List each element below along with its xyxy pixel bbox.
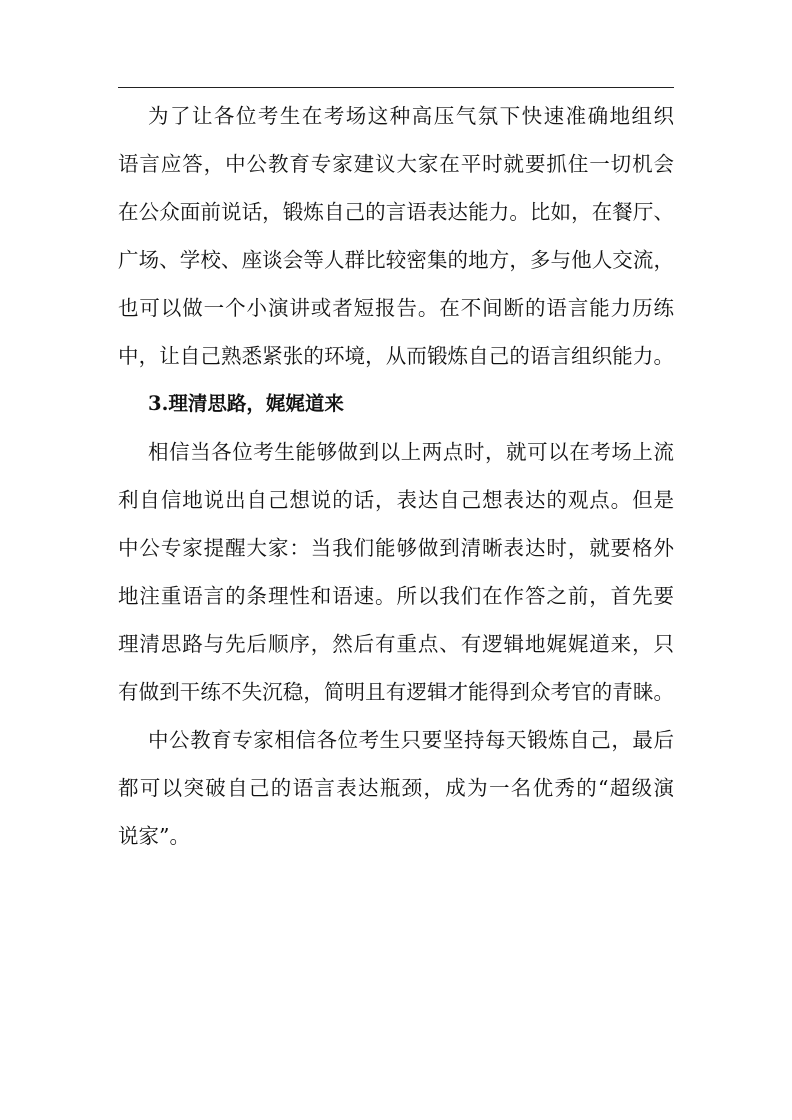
paragraph-line: 相信当各位考生能够做到以上两点时，就可以在考场上流 (148, 440, 674, 464)
paragraph-3 (118, 716, 674, 860)
paragraph-line: 为了让各位考生在考场这种高压气氛下快速准确地组织 (148, 104, 674, 128)
paragraph-line: 广场、学校、座谈会等人群比较密集的地方，多与他人交流， (118, 248, 674, 272)
paragraph-line: 中公教育专家相信各位考生只要坚持每天锻炼自己，最后 (148, 728, 674, 752)
paragraph-2 (118, 428, 674, 716)
paragraph-line: 都可以突破自己的语言表达瓶颈，成为一名优秀的“超级演 (118, 776, 674, 800)
paragraph-line: 也可以做一个小演讲或者短报告。在不间断的语言能力历练 (118, 296, 674, 320)
paragraph-line: 说家”。 (118, 824, 190, 848)
paragraph-line: 利自信地说出自己想说的话，表达自己想表达的观点。但是 (118, 488, 674, 512)
paragraph-line: 在公众面前说话，锻炼自己的言语表达能力。比如，在餐厅、 (118, 200, 674, 224)
paragraph-line: 理清思路与先后顺序，然后有重点、有逻辑地娓娓道来，只 (118, 632, 674, 656)
paragraph-line: 中，让自己熟悉紧张的环境，从而锻炼自己的语言组织能力。 (118, 344, 674, 368)
document-body (118, 92, 674, 860)
paragraph-line: 有做到干练不失沉稳，简明且有逻辑才能得到众考官的青睐。 (118, 680, 674, 704)
paragraph-1 (118, 92, 674, 380)
section-heading: 3.理清思路，娓娓道来 (148, 392, 344, 415)
header-rule (118, 87, 674, 88)
paragraph-line: 语言应答，中公教育专家建议大家在平时就要抓住一切机会 (118, 152, 674, 176)
paragraph-line: 中公专家提醒大家：当我们能够做到清晰表达时，就要格外 (118, 536, 674, 560)
paragraph-line: 地注重语言的条理性和语速。所以我们在作答之前，首先要 (118, 584, 674, 608)
